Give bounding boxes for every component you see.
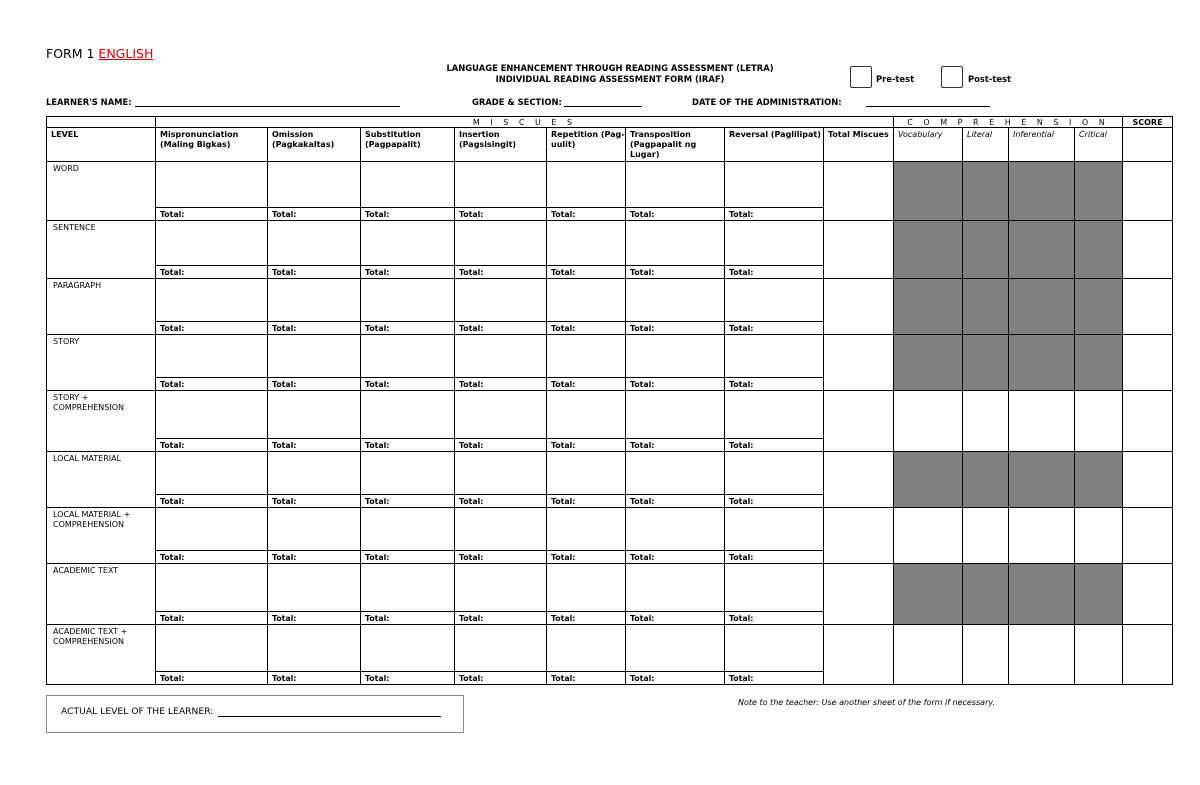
level-cell: LOCAL MATERIAL bbox=[47, 452, 156, 508]
total-label: Total: bbox=[729, 324, 754, 333]
total-label: Total: bbox=[272, 674, 297, 683]
total-divider bbox=[361, 438, 454, 439]
actual-level-label: ACTUAL LEVEL OF THE LEARNER: bbox=[61, 706, 214, 717]
total-label: Total: bbox=[551, 497, 576, 506]
level-cell: PARAGRAPH bbox=[47, 279, 156, 335]
total-divider bbox=[268, 438, 360, 439]
total-label: Total: bbox=[459, 268, 484, 277]
comprehension-cell[interactable] bbox=[1009, 508, 1075, 564]
total-divider bbox=[156, 438, 267, 439]
total-divider bbox=[156, 321, 267, 322]
total-label: Total: bbox=[160, 380, 185, 389]
comprehension-cell[interactable] bbox=[963, 625, 1009, 685]
miscue-cell[interactable] bbox=[547, 391, 626, 452]
total-miscues-cell[interactable] bbox=[824, 564, 894, 625]
miscue-cell[interactable] bbox=[268, 279, 361, 335]
miscue-cell[interactable] bbox=[725, 564, 824, 625]
total-miscues-header: Total Miscues bbox=[824, 128, 894, 162]
total-divider bbox=[156, 494, 267, 495]
miscue-cell[interactable] bbox=[455, 335, 547, 391]
miscue-cell[interactable] bbox=[361, 625, 455, 685]
total-label: Total: bbox=[365, 674, 390, 683]
total-label: Total: bbox=[365, 614, 390, 623]
miscue-cell[interactable] bbox=[156, 221, 268, 279]
form-label bbox=[46, 46, 153, 61]
total-divider bbox=[156, 207, 267, 208]
total-divider bbox=[156, 377, 267, 378]
actual-level-box bbox=[46, 695, 464, 733]
total-miscues-cell[interactable] bbox=[824, 508, 894, 564]
miscue-cell[interactable] bbox=[455, 564, 547, 625]
miscue-cell[interactable] bbox=[268, 221, 361, 279]
score-cell[interactable] bbox=[1123, 391, 1173, 452]
assessment-table bbox=[46, 116, 1173, 685]
total-label: Total: bbox=[729, 268, 754, 277]
comprehension-cell[interactable] bbox=[894, 508, 963, 564]
comprehension-column-header: Vocabulary bbox=[894, 128, 963, 162]
miscue-cell[interactable] bbox=[361, 452, 455, 508]
level-cell: WORD bbox=[47, 162, 156, 221]
comprehension-cell[interactable] bbox=[963, 508, 1009, 564]
table-row bbox=[47, 162, 1173, 221]
comprehension-cell bbox=[894, 564, 963, 625]
miscue-cell[interactable] bbox=[156, 452, 268, 508]
miscue-cell[interactable] bbox=[725, 162, 824, 221]
total-divider bbox=[725, 438, 823, 439]
total-label: Total: bbox=[551, 380, 576, 389]
miscue-cell[interactable] bbox=[626, 335, 725, 391]
comprehension-cell bbox=[1075, 162, 1123, 221]
teacher-note: Note to the teacher: Use another sheet of the form if necessary. bbox=[738, 698, 996, 707]
total-divider bbox=[547, 494, 625, 495]
total-label: Total: bbox=[459, 441, 484, 450]
miscue-column-header: Omission (Pagkakaltas) bbox=[268, 128, 361, 162]
total-divider bbox=[626, 671, 724, 672]
miscue-cell[interactable] bbox=[268, 564, 361, 625]
miscue-cell[interactable] bbox=[455, 162, 547, 221]
miscue-cell[interactable] bbox=[626, 508, 725, 564]
score-header-blank bbox=[1123, 128, 1173, 162]
miscue-cell[interactable] bbox=[547, 625, 626, 685]
total-divider bbox=[725, 494, 823, 495]
miscue-cell[interactable] bbox=[268, 452, 361, 508]
miscue-cell[interactable] bbox=[626, 564, 725, 625]
total-divider bbox=[547, 438, 625, 439]
form-number: FORM 1 bbox=[46, 46, 95, 61]
comprehension-cell bbox=[963, 335, 1009, 391]
posttest-label: Post-test bbox=[968, 74, 1012, 84]
miscue-cell[interactable] bbox=[455, 391, 547, 452]
total-divider bbox=[547, 377, 625, 378]
miscue-cell[interactable] bbox=[361, 564, 455, 625]
comprehension-cell bbox=[894, 162, 963, 221]
total-label: Total: bbox=[160, 614, 185, 623]
total-label: Total: bbox=[272, 441, 297, 450]
miscue-cell[interactable] bbox=[626, 162, 725, 221]
level-cell: ACADEMIC TEXT + COMPREHENSION bbox=[47, 625, 156, 685]
comprehension-cell bbox=[963, 279, 1009, 335]
total-label: Total: bbox=[630, 324, 655, 333]
miscue-cell[interactable] bbox=[626, 221, 725, 279]
total-divider bbox=[626, 207, 724, 208]
total-divider bbox=[268, 207, 360, 208]
total-divider bbox=[156, 550, 267, 551]
total-label: Total: bbox=[729, 674, 754, 683]
total-label: Total: bbox=[272, 497, 297, 506]
total-divider bbox=[361, 377, 454, 378]
total-divider bbox=[361, 550, 454, 551]
total-divider bbox=[455, 611, 546, 612]
total-label: Total: bbox=[365, 210, 390, 219]
miscue-cell[interactable] bbox=[547, 564, 626, 625]
total-divider bbox=[361, 671, 454, 672]
total-divider bbox=[455, 671, 546, 672]
total-label: Total: bbox=[272, 210, 297, 219]
total-label: Total: bbox=[630, 268, 655, 277]
total-divider bbox=[725, 377, 823, 378]
total-label: Total: bbox=[459, 553, 484, 562]
total-label: Total: bbox=[551, 210, 576, 219]
total-divider bbox=[725, 671, 823, 672]
score-cell[interactable] bbox=[1123, 564, 1173, 625]
total-label: Total: bbox=[630, 441, 655, 450]
comprehension-cell bbox=[894, 452, 963, 508]
level-cell: STORY + COMPREHENSION bbox=[47, 391, 156, 452]
total-label: Total: bbox=[459, 674, 484, 683]
miscue-cell[interactable] bbox=[156, 391, 268, 452]
comprehension-cell[interactable] bbox=[894, 391, 963, 452]
total-label: Total: bbox=[729, 441, 754, 450]
comprehension-cell bbox=[1009, 335, 1075, 391]
comprehension-cell bbox=[1009, 221, 1075, 279]
total-divider bbox=[725, 550, 823, 551]
total-divider bbox=[268, 494, 360, 495]
comprehension-cell bbox=[894, 335, 963, 391]
miscue-cell[interactable] bbox=[455, 452, 547, 508]
miscue-column-header: Reversal (Paglilipat) bbox=[725, 128, 824, 162]
total-label: Total: bbox=[630, 380, 655, 389]
miscue-cell[interactable] bbox=[156, 335, 268, 391]
grade-section-field[interactable] bbox=[564, 106, 642, 107]
miscue-cell[interactable] bbox=[156, 564, 268, 625]
comprehension-cell bbox=[963, 162, 1009, 221]
total-label: Total: bbox=[551, 553, 576, 562]
miscue-cell[interactable] bbox=[547, 162, 626, 221]
table-row bbox=[47, 221, 1173, 279]
comprehension-cell bbox=[894, 279, 963, 335]
total-divider bbox=[626, 377, 724, 378]
total-divider bbox=[626, 321, 724, 322]
total-divider bbox=[547, 207, 625, 208]
comprehension-cell bbox=[1075, 221, 1123, 279]
table-row bbox=[47, 391, 1173, 452]
total-miscues-cell[interactable] bbox=[824, 162, 894, 221]
score-cell[interactable] bbox=[1123, 508, 1173, 564]
total-label: Total: bbox=[630, 553, 655, 562]
total-divider bbox=[455, 377, 546, 378]
total-miscues-cell[interactable] bbox=[824, 391, 894, 452]
miscue-cell[interactable] bbox=[361, 162, 455, 221]
total-divider bbox=[268, 550, 360, 551]
total-divider bbox=[455, 265, 546, 266]
miscue-cell[interactable] bbox=[626, 391, 725, 452]
miscue-cell[interactable] bbox=[455, 625, 547, 685]
pretest-checkbox[interactable] bbox=[850, 66, 872, 88]
total-label: Total: bbox=[729, 614, 754, 623]
total-divider bbox=[268, 611, 360, 612]
miscue-cell[interactable] bbox=[361, 221, 455, 279]
total-label: Total: bbox=[630, 497, 655, 506]
comprehension-cell[interactable] bbox=[1009, 625, 1075, 685]
total-label: Total: bbox=[459, 380, 484, 389]
miscue-cell[interactable] bbox=[156, 625, 268, 685]
total-label: Total: bbox=[365, 380, 390, 389]
comprehension-cell bbox=[1009, 452, 1075, 508]
score-cell[interactable] bbox=[1123, 335, 1173, 391]
total-divider bbox=[626, 611, 724, 612]
table-row bbox=[47, 452, 1173, 508]
total-divider bbox=[268, 671, 360, 672]
level-header: LEVEL bbox=[47, 128, 156, 162]
comprehension-cell bbox=[1075, 335, 1123, 391]
total-divider bbox=[268, 377, 360, 378]
total-divider bbox=[455, 550, 546, 551]
comprehension-group-header: C O M P R E H E N S I O N bbox=[894, 117, 1123, 128]
comprehension-cell bbox=[963, 564, 1009, 625]
miscue-column-header: Mispronunciation (Maling Bigkas) bbox=[156, 128, 268, 162]
total-label: Total: bbox=[729, 380, 754, 389]
miscue-cell[interactable] bbox=[547, 335, 626, 391]
total-miscues-cell[interactable] bbox=[824, 625, 894, 685]
level-cell: ACADEMIC TEXT bbox=[47, 564, 156, 625]
total-label: Total: bbox=[459, 324, 484, 333]
total-label: Total: bbox=[459, 614, 484, 623]
total-label: Total: bbox=[729, 210, 754, 219]
total-divider bbox=[547, 550, 625, 551]
total-divider bbox=[455, 207, 546, 208]
miscue-cell[interactable] bbox=[455, 221, 547, 279]
miscue-cell[interactable] bbox=[268, 162, 361, 221]
total-label: Total: bbox=[272, 380, 297, 389]
table-row bbox=[47, 625, 1173, 685]
score-cell[interactable] bbox=[1123, 221, 1173, 279]
posttest-checkbox[interactable] bbox=[941, 66, 963, 88]
total-label: Total: bbox=[365, 553, 390, 562]
score-cell[interactable] bbox=[1123, 279, 1173, 335]
total-divider bbox=[361, 207, 454, 208]
form-title: LANGUAGE ENHANCEMENT THROUGH READING ASSESSMENT (LETRA) bbox=[446, 63, 774, 73]
total-divider bbox=[361, 494, 454, 495]
total-label: Total: bbox=[630, 614, 655, 623]
comprehension-column-header: Literal bbox=[963, 128, 1009, 162]
total-divider bbox=[361, 321, 454, 322]
miscue-cell[interactable] bbox=[156, 508, 268, 564]
total-divider bbox=[547, 265, 625, 266]
comprehension-cell bbox=[1075, 564, 1123, 625]
total-label: Total: bbox=[459, 210, 484, 219]
miscue-cell[interactable] bbox=[725, 391, 824, 452]
total-miscues-cell[interactable] bbox=[824, 335, 894, 391]
miscue-cell[interactable] bbox=[455, 279, 547, 335]
total-label: Total: bbox=[160, 674, 185, 683]
miscue-cell[interactable] bbox=[268, 625, 361, 685]
date-label: DATE OF THE ADMINISTRATION: bbox=[692, 97, 842, 107]
total-label: Total: bbox=[551, 441, 576, 450]
total-label: Total: bbox=[630, 674, 655, 683]
total-label: Total: bbox=[160, 553, 185, 562]
total-label: Total: bbox=[160, 210, 185, 219]
total-label: Total: bbox=[160, 268, 185, 277]
total-label: Total: bbox=[551, 268, 576, 277]
score-cell[interactable] bbox=[1123, 452, 1173, 508]
comprehension-cell bbox=[1009, 162, 1075, 221]
comprehension-column-header: Critical bbox=[1075, 128, 1123, 162]
table-row bbox=[47, 335, 1173, 391]
actual-level-field[interactable] bbox=[218, 716, 441, 717]
comprehension-cell bbox=[1075, 279, 1123, 335]
comprehension-cell[interactable] bbox=[1009, 391, 1075, 452]
miscue-cell[interactable] bbox=[361, 335, 455, 391]
miscue-cell[interactable] bbox=[725, 452, 824, 508]
miscues-group-header: M I S C U E S bbox=[156, 117, 894, 128]
total-divider bbox=[156, 671, 267, 672]
total-divider bbox=[626, 438, 724, 439]
total-divider bbox=[725, 611, 823, 612]
total-label: Total: bbox=[729, 497, 754, 506]
miscue-cell[interactable] bbox=[361, 508, 455, 564]
total-label: Total: bbox=[160, 497, 185, 506]
total-divider bbox=[725, 265, 823, 266]
total-label: Total: bbox=[729, 553, 754, 562]
comprehension-cell bbox=[963, 452, 1009, 508]
total-label: Total: bbox=[365, 324, 390, 333]
total-miscues-cell[interactable] bbox=[824, 279, 894, 335]
miscue-cell[interactable] bbox=[268, 391, 361, 452]
grade-section-label: GRADE & SECTION: bbox=[472, 97, 562, 107]
comprehension-cell[interactable] bbox=[1075, 508, 1123, 564]
comprehension-cell bbox=[963, 221, 1009, 279]
form-language: ENGLISH bbox=[98, 46, 154, 61]
total-label: Total: bbox=[551, 324, 576, 333]
date-field[interactable] bbox=[866, 106, 990, 107]
total-label: Total: bbox=[630, 210, 655, 219]
miscue-cell[interactable] bbox=[268, 508, 361, 564]
miscue-cell[interactable] bbox=[725, 221, 824, 279]
total-divider bbox=[455, 494, 546, 495]
miscue-cell[interactable] bbox=[626, 279, 725, 335]
total-divider bbox=[455, 438, 546, 439]
comprehension-cell[interactable] bbox=[1075, 391, 1123, 452]
miscue-cell[interactable] bbox=[626, 452, 725, 508]
total-divider bbox=[626, 494, 724, 495]
total-label: Total: bbox=[459, 497, 484, 506]
miscue-cell[interactable] bbox=[547, 508, 626, 564]
score-cell[interactable] bbox=[1123, 625, 1173, 685]
miscue-column-header: Repetition (Pag-uulit) bbox=[547, 128, 626, 162]
total-divider bbox=[268, 265, 360, 266]
comprehension-cell[interactable] bbox=[1075, 625, 1123, 685]
total-divider bbox=[268, 321, 360, 322]
miscue-cell[interactable] bbox=[725, 625, 824, 685]
miscue-column-header: Insertion (Pagsisingit) bbox=[455, 128, 547, 162]
miscue-column-header: Substitution (Pagpapalit) bbox=[361, 128, 455, 162]
level-cell: LOCAL MATERIAL + COMPREHENSION bbox=[47, 508, 156, 564]
total-label: Total: bbox=[365, 497, 390, 506]
learner-name-label: LEARNER'S NAME: bbox=[46, 97, 132, 107]
miscue-cell[interactable] bbox=[626, 625, 725, 685]
total-divider bbox=[156, 611, 267, 612]
comprehension-cell bbox=[1075, 452, 1123, 508]
total-divider bbox=[626, 265, 724, 266]
miscue-cell[interactable] bbox=[547, 452, 626, 508]
form-subtitle: INDIVIDUAL READING ASSESSMENT FORM (IRAF) bbox=[495, 74, 725, 84]
table-row bbox=[47, 564, 1173, 625]
miscue-cell[interactable] bbox=[455, 508, 547, 564]
total-label: Total: bbox=[160, 324, 185, 333]
score-group-header: SCORE bbox=[1123, 117, 1173, 128]
miscue-cell[interactable] bbox=[725, 335, 824, 391]
level-cell: STORY bbox=[47, 335, 156, 391]
total-divider bbox=[455, 321, 546, 322]
total-divider bbox=[547, 321, 625, 322]
total-label: Total: bbox=[272, 553, 297, 562]
total-divider bbox=[725, 321, 823, 322]
comprehension-cell bbox=[1009, 279, 1075, 335]
total-label: Total: bbox=[272, 268, 297, 277]
total-label: Total: bbox=[272, 324, 297, 333]
total-divider bbox=[547, 671, 625, 672]
total-label: Total: bbox=[160, 441, 185, 450]
total-divider bbox=[725, 207, 823, 208]
miscue-cell[interactable] bbox=[547, 279, 626, 335]
total-miscues-cell[interactable] bbox=[824, 452, 894, 508]
comprehension-cell[interactable] bbox=[894, 625, 963, 685]
comprehension-cell[interactable] bbox=[963, 391, 1009, 452]
total-label: Total: bbox=[272, 614, 297, 623]
miscue-cell[interactable] bbox=[547, 221, 626, 279]
comprehension-cell bbox=[1009, 564, 1075, 625]
total-label: Total: bbox=[365, 268, 390, 277]
total-divider bbox=[361, 265, 454, 266]
miscue-cell[interactable] bbox=[361, 279, 455, 335]
miscue-column-header: Transposition (Pagpapalit ng Lugar) bbox=[626, 128, 725, 162]
total-divider bbox=[626, 550, 724, 551]
total-divider bbox=[361, 611, 454, 612]
total-label: Total: bbox=[551, 614, 576, 623]
miscue-cell[interactable] bbox=[725, 279, 824, 335]
total-label: Total: bbox=[551, 674, 576, 683]
comprehension-cell bbox=[894, 221, 963, 279]
score-cell[interactable] bbox=[1123, 162, 1173, 221]
miscue-cell[interactable] bbox=[268, 335, 361, 391]
total-divider bbox=[547, 611, 625, 612]
miscue-cell[interactable] bbox=[361, 391, 455, 452]
total-miscues-cell[interactable] bbox=[824, 221, 894, 279]
pretest-label: Pre-test bbox=[876, 74, 915, 84]
table-row bbox=[47, 508, 1173, 564]
learner-name-field[interactable] bbox=[135, 106, 400, 107]
miscue-cell[interactable] bbox=[725, 508, 824, 564]
total-divider bbox=[156, 265, 267, 266]
miscue-cell[interactable] bbox=[156, 162, 268, 221]
table-row bbox=[47, 279, 1173, 335]
total-label: Total: bbox=[365, 441, 390, 450]
comprehension-column-header: Inferential bbox=[1009, 128, 1075, 162]
miscue-cell[interactable] bbox=[156, 279, 268, 335]
level-cell: SENTENCE bbox=[47, 221, 156, 279]
level-group-header-blank bbox=[47, 117, 156, 128]
